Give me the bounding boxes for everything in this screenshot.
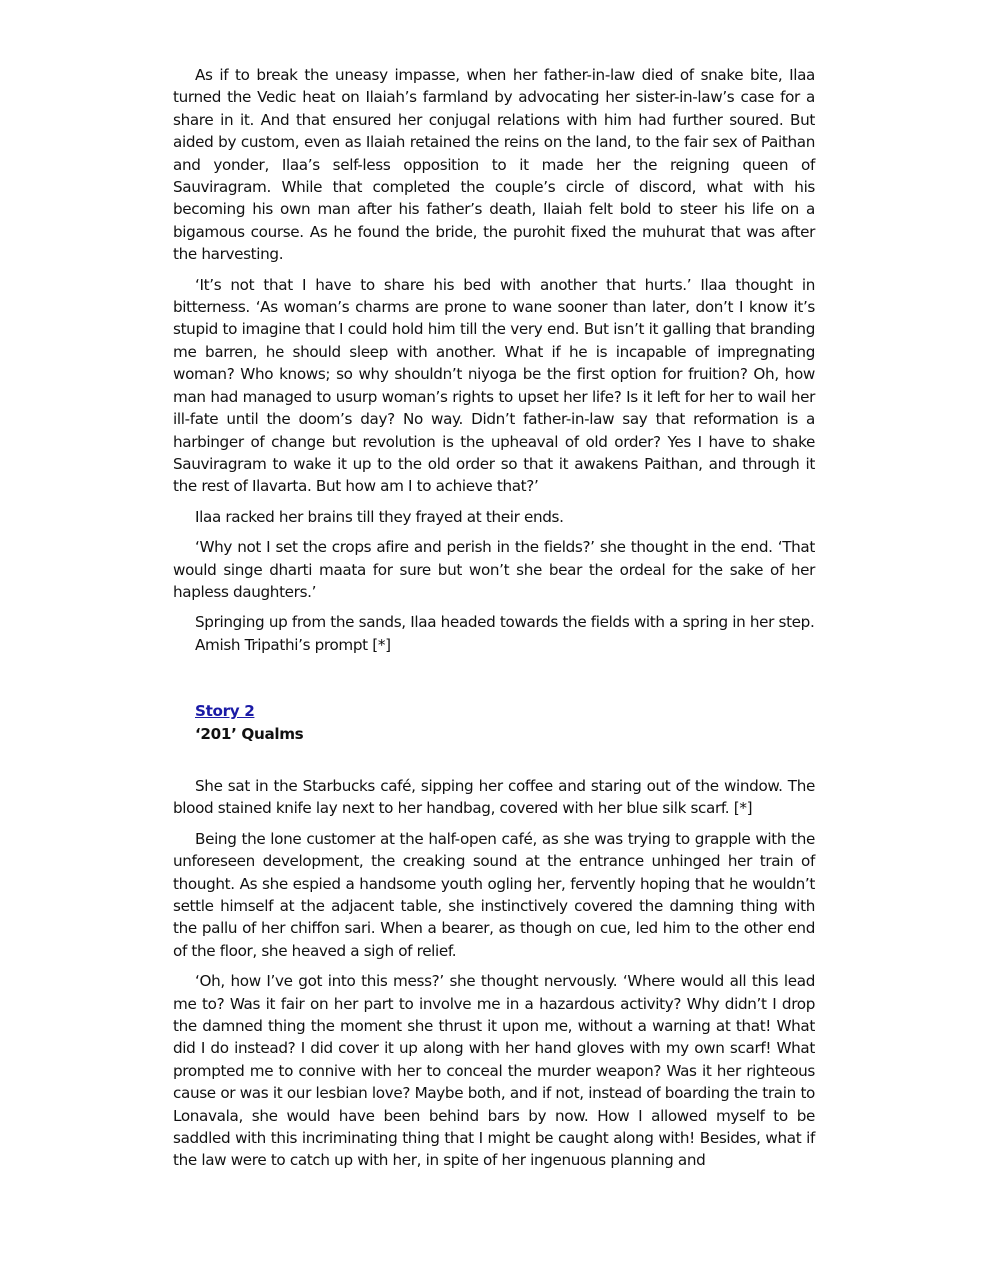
paragraph-racked-brains: Ilaa racked her brains till they frayed at their ends. [195,507,564,526]
paragraph-springing-up: Springing up from the sands, Ilaa headed towards the fields with a spring in her step. [195,613,815,632]
story-heading [173,700,815,745]
paragraph-prompt-credit: Amish Tripathi’s prompt [*] [195,635,391,654]
paragraph-set-crops-afire: ‘Why not I set the crops afire and perish in the fields?’ she thought in the end. ‘That would singe dharti maata for sure but won’t she bear the ordeal for the sake of her hapless daughters.’ [173,538,815,601]
paragraph-lone-customer: Being the lone customer at the half-open café, as she was trying to grapple with the unforeseen development, the creaking sound at the entrance unhinged her train of thought. As she espied a handsome youth ogling her, fervently hoping that he wouldn’t settle himself at the adjacent table, she instinctively covered the damning thing with the pallu of her chiffon sari. When a bearer, as though on cue, led him to the other end of the floor, she heaved a sigh of relief. [173,829,815,960]
section-spacer [173,745,815,775]
paragraph-impasse: As if to break the uneasy impasse, when her father-in-law died of snake bite, Ilaa turned the Vedic heat on Ilaiah’s farmland by advocating her sister-in-law’s case for a share in it. And that ensured her conjugal relations with him had further soured. But aided by custom, even as Ilaiah retained the reins on the land, to the fair sex of Paithan and yonder, Ilaa’s self-less opposition to it made her the reigning queen of Sauviragram. While that completed the couple’s circle of discord, what with his becoming his own man after his father’s death, Ilaiah felt bold to steer his life on a bigamous course. As he found the bride, the purohit fixed the muhurat that was after the harvesting. [173,66,815,264]
paragraph-starbucks: She sat in the Starbucks café, sipping her coffee and staring out of the window. The blood stained knife lay next to her handbag, covered with her blue silk scarf. [*] [173,776,815,818]
paragraph-mess: ‘Oh, how I’ve got into this mess?’ she thought nervously. ‘Where would all this lead me to? Was it fair on her part to involve me in a hazardous activity? Why didn’t I drop the damned thing the moment she thrust it upon me, without a warning at that! What did I do instead? I did cover it up along with her hand gloves with my own scarf! What prompted me to connive with her to conceal the murder weapon? Was it her righteous cause or was it our lesbian love? Maybe both, and if not, instead of boarding the train to Lonavala, she would have been behind bars by now. How I allowed myself to be saddled with this incriminating thing that I might be caught along with! Besides, what if the law were to catch up with her, in spite of her ingenuous planning and [173,972,815,1170]
story-title: ‘201’ Qualms [195,724,304,743]
paragraph-ilaa-bitterness: ‘It’s not that I have to share his bed with another that hurts.’ Ilaa thought in bitterness. ‘As woman’s charms are prone to wane sooner than later, don’t I know it’s stupid to imagine that I could hold him till the very end. But isn’t it galling that branding me barren, he should sleep with another. What if he is incapable of impregnating woman? Who knows; so why shouldn’t niyoga be the first option for fruition? Oh, how man had managed to usurp woman’s rights to upset her life? Is it left for her to wail her ill-fate until the doom’s day? No way. Didn’t father-in-law say that reformation is a harbinger of change but revolution is the upheaval of old order? Yes I have to shake Sauviragram to wake it up to the old order so that it awakens Paithan, and through it the rest of Ilavarta. But how am I to achieve that?’ [173,275,815,496]
story-2-link[interactable]: Story 2 [195,702,255,721]
document-page [173,64,815,1180]
